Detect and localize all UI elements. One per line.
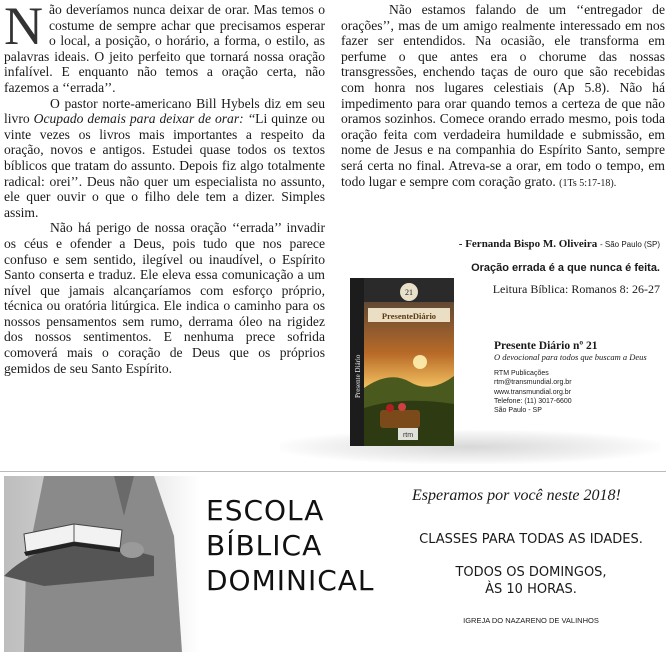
ebd-schedule (408, 564, 654, 598)
magazine-contact-info (494, 369, 572, 415)
bible-reference: (1Ts 5:17-18). (559, 177, 617, 189)
hand-shape (120, 542, 144, 558)
bible-reading: Leitura Bíblica: Romanos 8: 26-27 (492, 282, 660, 296)
section-divider (0, 471, 666, 472)
paragraph-2-end: Li quinze ou vinte vezes os livros mais importantes a respeito da oração, novos e antigos. Estudei quase todos os textos bíblicos que tratam do assunto. Depois fiz algo totalmente radical: orei’’. Deus não quer um especialista no assunto, ele quer ouvir o que o filho dele tem a dizer. Simples assim. (4, 111, 325, 220)
spine-title: Presente Diário (354, 354, 362, 398)
paragraph-2-start: O pastor norte-americano Bill Hybels diz em seu livro (4, 95, 325, 127)
ebd-invitation: Esperamos por você neste 2018! (412, 487, 621, 504)
person-reading-bible-photo (4, 476, 200, 652)
ebd-title-line-2: BÍBLICA (206, 529, 323, 562)
author-signature (459, 238, 660, 250)
author-location: - São Paulo (SP) (599, 240, 660, 249)
magazine-cover-image (350, 278, 454, 446)
ebd-schedule-time: ÀS 10 HORAS. (485, 582, 577, 597)
ebd-title (206, 493, 375, 598)
tagline: Oração errada é a que nunca é feita. (471, 262, 660, 274)
author-name: - Fernanda Bispo M. Oliveira (458, 238, 598, 250)
article-left-column (4, 2, 325, 376)
article-paragraph-4 (341, 2, 665, 191)
paragraph-4-text: Não estamos falando de um ‘‘entregador de orações’’, mas de um amigo realmente interessado em nos fazer ser entendidos. Na ocasião, ele transforma em perfume o que antes era o chorume das nossas transgressões, enchendo taças de ouro que são recebidas com honra nos lugares celestiais (Ap 5.8). Não há impedimento para orar quando temos a certeza de que não oramos sozinhos. Comece orando errado mesmo, pois toda oração feita com verdadeira humildade e submissão, em nome de Jesus e na companhia do Espírito Santo, sempre será certa no final. Atreva-se a orar, em todo o tempo, em todo lugar e sempre com coração grato. (341, 2, 665, 189)
publisher-email: rtm@transmundial.org.br (494, 379, 572, 387)
publisher-city: São Paulo - SP (494, 407, 542, 415)
article-paragraph-1 (4, 2, 325, 96)
ebd-title-line-3: DOMINICAL (206, 564, 375, 597)
book-title: Ocupado demais para deixar de orar: ‘‘ (33, 111, 256, 127)
ebd-classes: CLASSES PARA TODAS AS IDADES. (419, 532, 643, 547)
ebd-title-line-1: ESCOLA (206, 494, 325, 527)
publisher-name: RTM Publicações (494, 370, 549, 377)
cover-number: 21 (405, 288, 413, 297)
basket-shape (380, 410, 420, 428)
ebd-schedule-day: TODOS OS DOMINGOS, (455, 565, 607, 580)
publisher-website: www.transmundial.org.br (494, 388, 572, 396)
cover-title: PresenteDiário (381, 311, 437, 321)
paragraph-1-text: ão deveríamos nunca deixar de orar. Mas temos o costume de sempre achar que precisamos esperar o local, a posição, o horário, a forma, o estilo, as palavras ideais. O jeito perfeito que tornará nossa oração infalível. E enquanto não temos a oração certa, não fazemos a ‘‘errada’’. (4, 2, 325, 95)
magazine-shadow (280, 430, 660, 464)
article-paragraph-3: Não há perigo de nossa oração ‘‘errada’’ invadir os céus e ofender a Deus, pois tudo que nos parece confuso e sem sentido, ilegível ou inaudível, o Espírito Santo conserta e traduz. Ele eleva essa comunicação a um nível que jamais alcançaríamos com esforço próprio, técnica ou oratória litúrgica. Ele indica o caminho para os nossos pensamentos sem rumo, derrama óleo na rigidez dos nossos sentimentos. E nenhuma prece sofrida comoverá mais o coração de Deus que os próprios gemidos de seu Santo Espírito. (4, 220, 325, 376)
magazine-subtitle: O devocional para todos que buscam a Deus (494, 352, 647, 362)
article-right-column (341, 2, 665, 191)
church-name: IGREJA DO NAZARENO DE VALINHOS (463, 616, 599, 625)
publisher-phone: Telefone: (11) 3017-6600 (494, 397, 572, 405)
drop-cap: N (4, 0, 43, 56)
article-paragraph-2 (4, 96, 325, 221)
rtm-logo-text: rtm (402, 432, 414, 439)
magazine-title: Presente Diário nº 21 (494, 340, 598, 352)
